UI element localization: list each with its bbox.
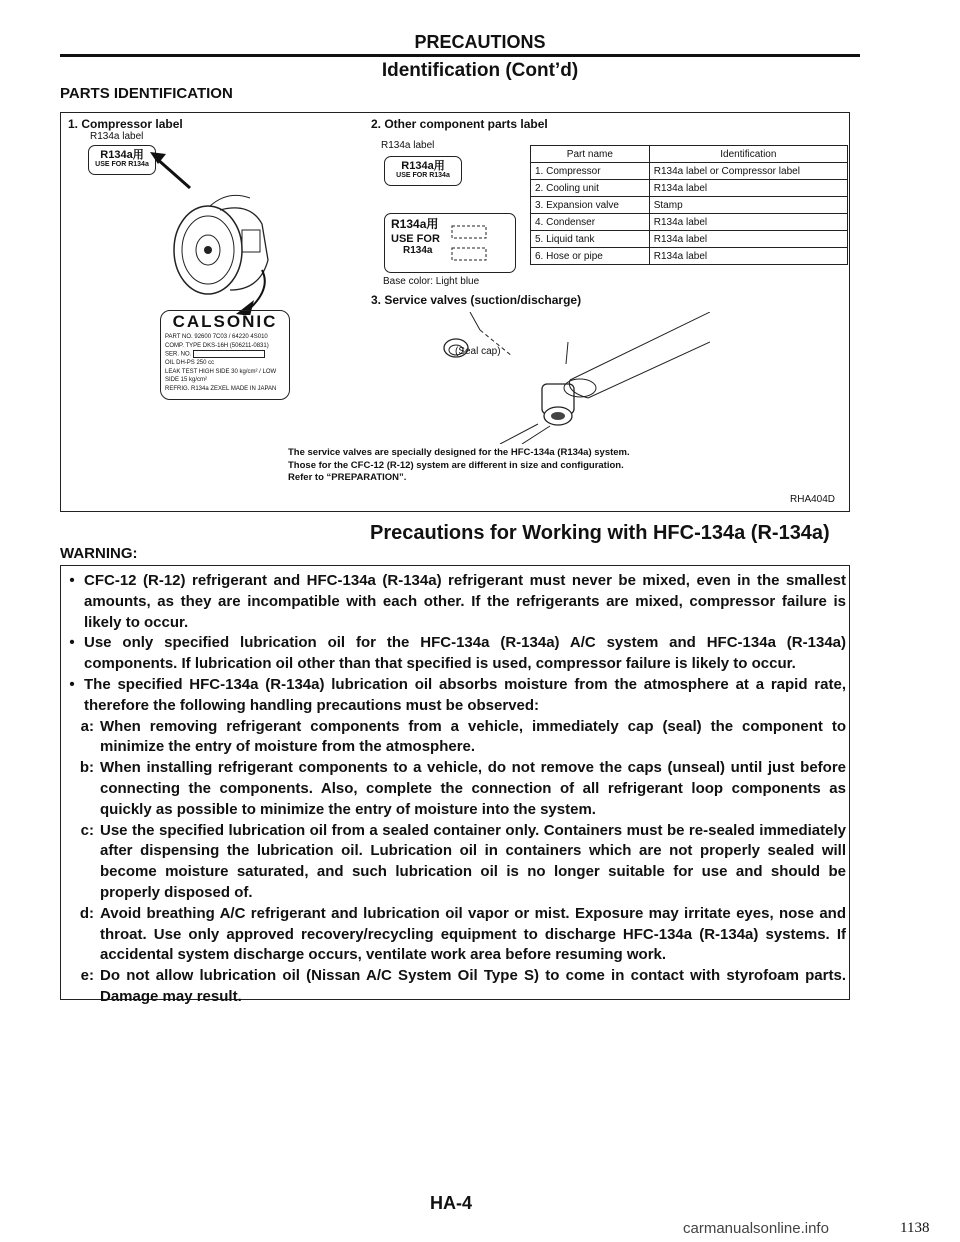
parts-identification-table — [530, 145, 848, 265]
nameplate-row: SER. NO. — [165, 350, 289, 359]
compressor-label-heading: 1. Compressor label — [68, 117, 183, 131]
other-parts-heading: 2. Other component parts label — [371, 117, 548, 131]
table-header-identification: Identification — [649, 146, 847, 163]
precautions-title: Precautions for Working with HFC-134a (R-134a) — [370, 522, 830, 544]
other-r134a-tag — [384, 156, 462, 186]
bullet-item: • Use only specified lubrication oil for the HFC-134a (R-134a) A/C system and HFC-134a (R-134a) components. If lubrication oil other than that specified is used, compressor failure is likely to occur. — [60, 633, 850, 675]
note-line-3: Refer to “PREPARATION”. — [288, 472, 407, 483]
base-label-symbols — [448, 222, 508, 266]
nameplate-row: OIL DH-PS 250 cc — [165, 360, 215, 367]
figure-code: RHA404D — [790, 494, 836, 505]
bullet-item: • The specified HFC-134a (R-134a) lubrication oil absorbs moisture from the atmosphere at a rapid rate, therefore the following handling precautions must be observed: — [60, 675, 850, 717]
seal-cap-callout: (Seal cap) — [455, 346, 501, 357]
compressor-illustration — [150, 140, 280, 315]
table-row: 4. Condenser R134a label — [531, 214, 848, 231]
compressor-tag-line1: R134a用 — [100, 149, 144, 161]
nameplate-row: COMP. TYPE DKS-16H (506211-0831) — [165, 342, 269, 349]
other-tag-line1: R134a用 — [401, 160, 445, 172]
page-header-subtitle: Identification (Cont’d) — [381, 60, 579, 81]
header-rule — [60, 54, 860, 57]
sub-item: a: When removing refrigerant components from a vehicle, immediately cap (seal) the component to minimize the entry of moisture from the atmosphere. — [80, 717, 846, 756]
base-label-line3: R134a — [403, 245, 433, 257]
bullet-dot: • — [69, 572, 75, 589]
warning-label: WARNING: — [60, 545, 138, 562]
compressor-tag-line2: USE FOR R134a — [95, 161, 149, 169]
base-label-line1: R134a用 — [391, 217, 439, 231]
nameplate-row: LEAK TEST HIGH SIDE 30 kg/cm² / LOW SIDE 15 kg/cm² — [165, 368, 277, 384]
sub-item: b: When installing refrigerant components to a vehicle, do not remove the caps (unseal) until just before connecting the components. Also, complete the connection of all refrigerant loop components as quickly as possible to minimize the entry of moisture into the system. — [79, 759, 846, 818]
compressor-label-caption: R134a label — [90, 131, 144, 142]
calsonic-nameplate — [160, 310, 290, 400]
nameplate-rows — [161, 333, 289, 393]
nameplate-row: REFRIG. R134a ZEXEL MADE IN JAPAN — [165, 385, 277, 392]
base-color-note: Base color: Light blue — [383, 276, 480, 287]
section-title: PARTS IDENTIFICATION — [60, 85, 233, 102]
nameplate-brand: CALSONIC — [172, 312, 278, 331]
sub-item: e: Do not allow lubrication oil (Nissan A/C System Oil Type S) to come in contact with styrofoam parts. Damage may result. — [80, 967, 846, 1005]
table-header-row — [531, 146, 848, 163]
bullet-dot: • — [69, 675, 75, 693]
bullet-dot: • — [69, 634, 75, 652]
note-line-2: Those for the CFC-12 (R-12) system are different in size and configuration. — [288, 459, 624, 471]
serial-box — [193, 350, 265, 358]
service-valve-illustration — [420, 312, 710, 444]
page-id: HA-4 — [430, 1193, 473, 1213]
sub-item: c: Use the specified lubrication oil from a sealed container only. Containers must be re-sealed immediately after dispensing the lubrication oil. Lubrication oil in containers which are not properly sealed will become moisture saturated, and such lubrication oil is no longer suitable for use and should be properly disposed of. — [80, 821, 846, 901]
page-header-title: PRECAUTIONS — [414, 32, 546, 52]
sub-item: d: Avoid breathing A/C refrigerant and lubrication oil vapor or mist. Exposure may irritate eyes, nose and throat. Use only approved recovery/recycling equipment to discharge HFC-134a (R-134a) systems. If accidental system discharge occurs, ventilate work area before resuming work. — [79, 904, 846, 964]
service-valves-heading: 3. Service valves (suction/discharge) — [371, 293, 582, 307]
other-tag-line2: USE FOR R134a — [396, 172, 450, 180]
warning-body — [60, 571, 850, 1008]
nameplate-row: PART NO. 92600 7C03 / 64220 4S010 — [165, 334, 268, 340]
base-label-line2: USE FOR — [391, 233, 440, 246]
table-row: 6. Hose or pipe R134a label — [531, 248, 848, 265]
page-number: 1138 — [900, 1220, 930, 1236]
service-valve-notes — [288, 447, 630, 485]
table-row: 1. Compressor R134a label or Compressor label — [531, 163, 848, 180]
compressor-r134a-tag — [88, 145, 156, 175]
other-parts-label-caption: R134a label — [381, 140, 435, 151]
bullet-item: • CFC-12 (R-12) refrigerant and HFC-134a (R-134a) refrigerant must never be mixed, even in the smallest amounts, as they are incompatible with each other. If the refrigerants are mixed, compressor failure is likely to occur. — [60, 571, 850, 633]
table-row: 5. Liquid tank R134a label — [531, 231, 848, 248]
table-row: 3. Expansion valve Stamp — [531, 197, 848, 214]
table-header-part: Part name — [531, 146, 650, 163]
note-line-1: The service valves are specially designed for the HFC-134a (R134a) system. — [288, 447, 630, 458]
watermark: carmanualsonline.info — [683, 1220, 829, 1237]
table-row: 2. Cooling unit R134a label — [531, 180, 848, 197]
